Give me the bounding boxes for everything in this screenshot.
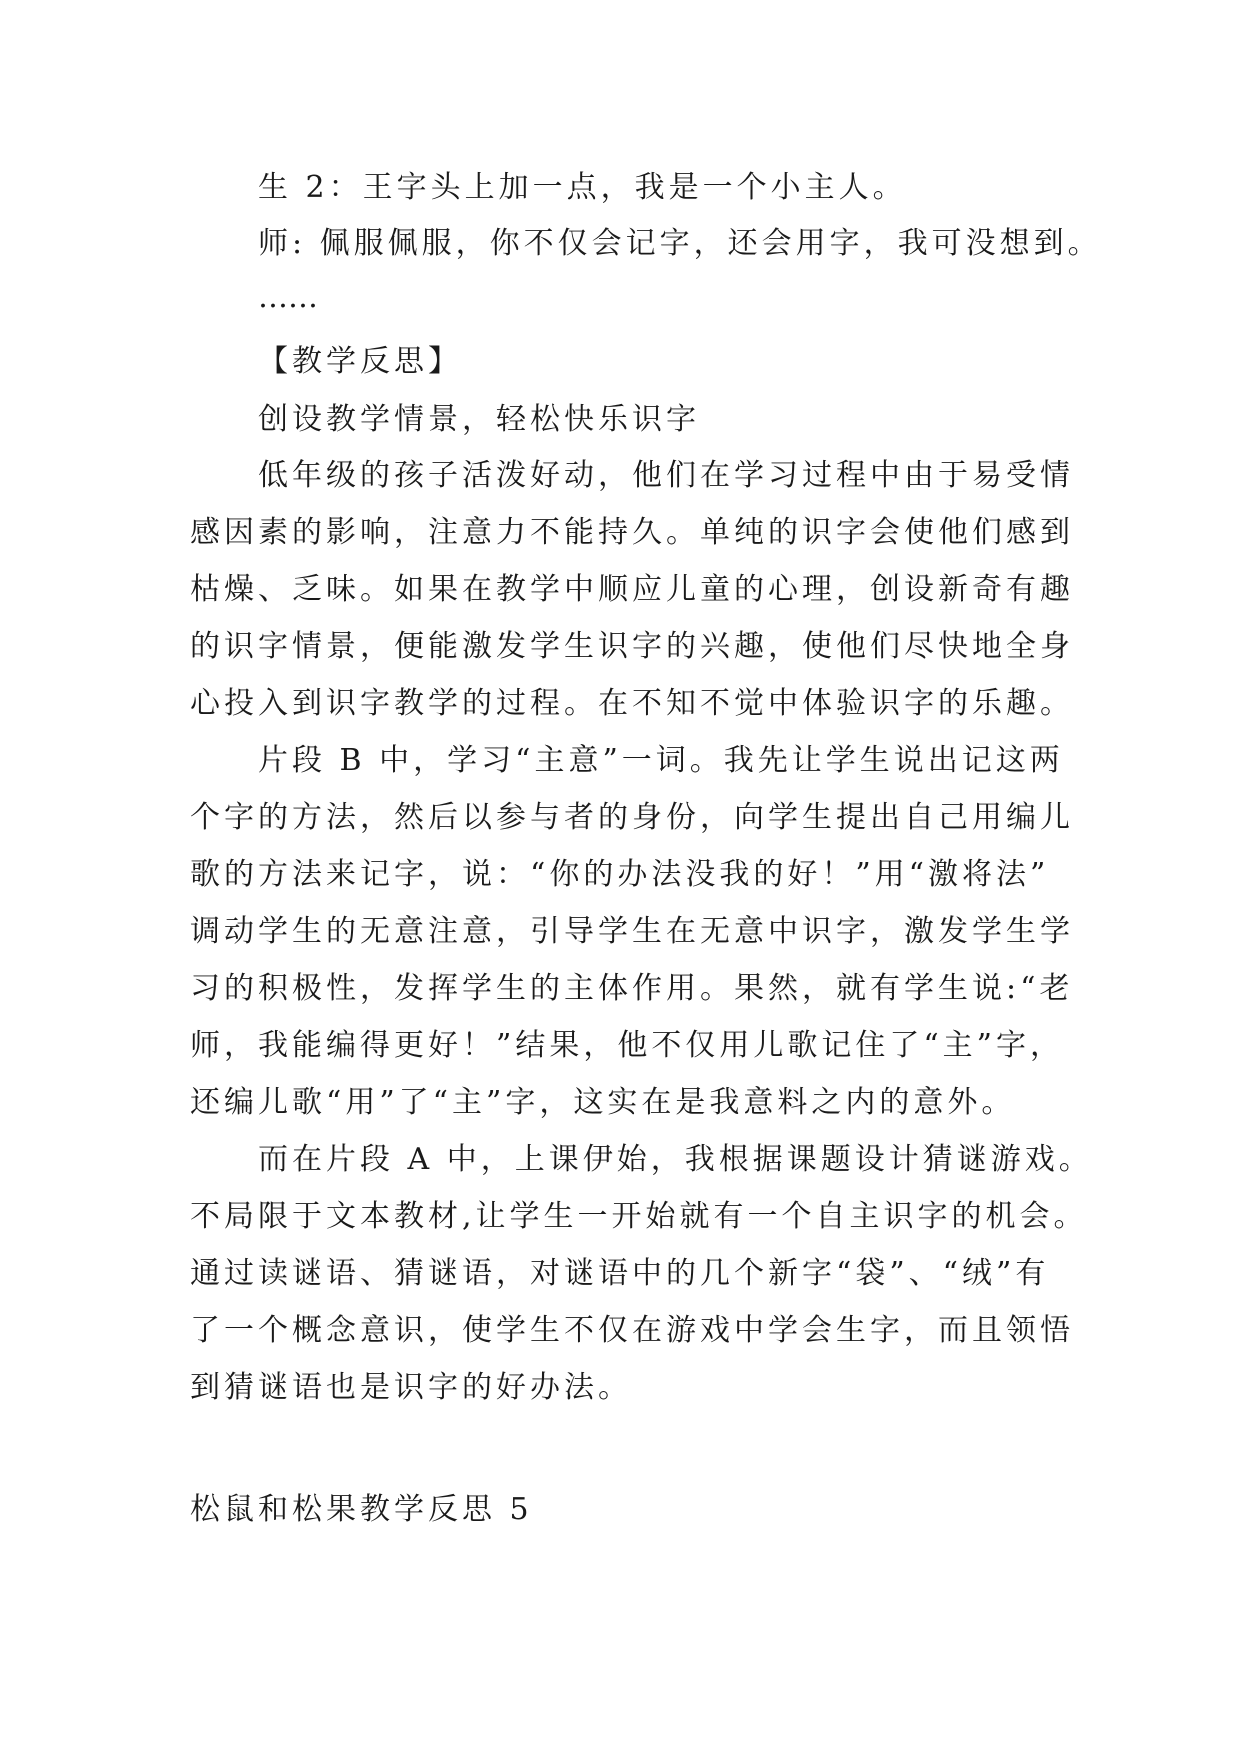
paragraph-line: 感因素的影响，注意力不能持久。单纯的识字会使他们感到: [190, 515, 1074, 550]
paragraph-line: 歌的方法来记字，说：“你的办法没我的好！”用“激将法”: [190, 857, 1050, 892]
paragraph-line: 心投入到识字教学的过程。在不知不觉中体验识字的乐趣。: [190, 686, 1074, 721]
paragraph-line: 而在片段 A 中，上课伊始，我根据课题设计猜谜游戏。: [258, 1142, 1093, 1177]
paragraph-line: 了一个概念意识，使学生不仅在游戏中学会生字，而且领悟: [190, 1313, 1074, 1348]
paragraph-line: 师，我能编得更好！”结果，他不仅用儿歌记住了“主”字，: [190, 1028, 1065, 1063]
paragraph-line: 到猜谜语也是识字的好办法。: [190, 1370, 632, 1405]
paragraph-line: 通过读谜语、猜谜语，对谜语中的几个新字“袋”、“绒”有: [190, 1256, 1050, 1291]
paragraph-line: 低年级的孩子活泼好动，他们在学习过程中由于易受情: [258, 458, 1074, 493]
paragraph-line: 片段 B 中，学习“主意”一词。我先让学生说出记这两: [258, 743, 1064, 778]
paragraph-line: 个字的方法，然后以参与者的身份，向学生提出自己用编儿: [190, 800, 1074, 835]
paragraph-line: 习的积极性，发挥学生的主体作用。果然，就有学生说:“老: [190, 971, 1074, 1006]
section-heading: 【教学反思】: [258, 344, 462, 379]
paragraph-line: 调动学生的无意注意，引导学生在无意中识字，激发学生学: [190, 914, 1074, 949]
next-section-title: 松鼠和松果教学反思 5: [190, 1492, 533, 1527]
paragraph-line: 还编儿歌“用”了“主”字，这实在是我意料之内的意外。: [190, 1085, 1016, 1120]
paragraph-line: 的识字情景，便能激发学生识字的兴趣，使他们尽快地全身: [190, 629, 1074, 664]
dialogue-line-student: 生 2：王字头上加一点，我是一个小主人。: [258, 170, 907, 205]
ellipsis: ……: [258, 280, 318, 315]
paragraph-line: 不局限于文本教材,让学生一开始就有一个自主识字的机会。: [190, 1199, 1088, 1234]
paragraph-line: 枯燥、乏味。如果在教学中顺应儿童的心理，创设新奇有趣: [190, 572, 1074, 607]
subtitle: 创设教学情景，轻松快乐识字: [258, 402, 700, 437]
dialogue-line-teacher: 师: 佩服佩服，你不仅会记字，还会用字，我可没想到。: [258, 226, 1102, 261]
